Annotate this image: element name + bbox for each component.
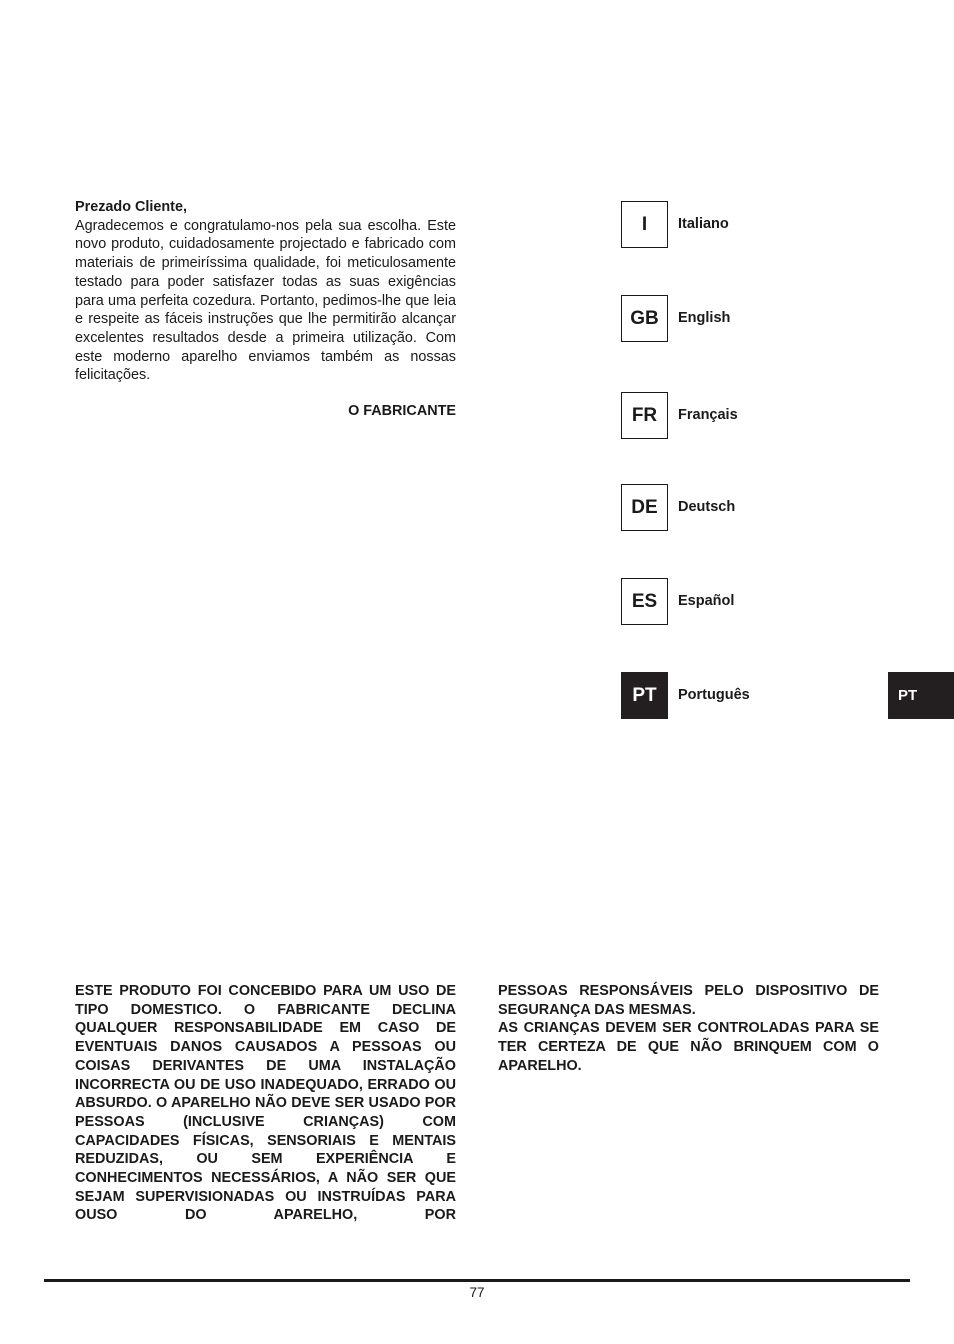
warning-paragraph: PESSOAS RESPONSÁVEIS PELO DISPOSITIVO DE SEGURANÇA DAS MESMAS. xyxy=(498,983,879,1018)
language-name: Español xyxy=(678,593,735,609)
language-name: English xyxy=(678,310,731,326)
language-name: Português xyxy=(678,687,750,703)
language-francais[interactable] xyxy=(621,392,941,439)
signature: O FABRICANTE xyxy=(348,403,456,420)
language-code-box: PT xyxy=(621,672,668,719)
warning-right-column xyxy=(498,982,879,1076)
warning-paragraph: AS CRIANÇAS DEVEM SER CONTROLADAS PARA SE TER CERTEZA DE QUE NÃO BRINQUEM COM O APARELHO. xyxy=(498,1020,879,1074)
language-italiano[interactable] xyxy=(621,201,941,248)
language-espanol[interactable] xyxy=(621,578,941,625)
language-code-box: GB xyxy=(621,295,668,342)
language-name: Italiano xyxy=(678,216,729,232)
language-deutsch[interactable] xyxy=(621,484,941,531)
section-tab-pt: PT xyxy=(888,672,954,719)
page-number: 77 xyxy=(469,1285,485,1300)
language-name: Deutsch xyxy=(678,499,736,515)
warning-left-column: ESTE PRODUTO FOI CONCEBIDO PARA UM USO DE TIPO DOMESTICO. O FABRICANTE DECLINA QUALQUER RESPONSABILIDADE EM CASO DE EVENTUAIS DANOS CAUSADOS A PESSOAS OU COISAS DERIVANTES DE UMA INSTALAÇÃO INCORRECTA OU DE USO INADEQUADO, ERRADO OU ABSURDO. O APARELHO NÃO DEVE SER USADO POR PESSOAS (INCLUSIVE CRIANÇAS) COM CAPACIDADES FÍSICAS, SENSORIAIS E MENTAIS REDUZIDAS, OU SEM EXPERIÊNCIA E CONHECIMENTOS NECESSÁRIOS, A NÃO SER QUE SEJAM SUPERVISIONADAS OU INSTRUÍDAS PARA OUSO DO APARELHO, POR xyxy=(75,983,456,1224)
footer-rule xyxy=(44,1279,910,1282)
language-code-box: FR xyxy=(621,392,668,439)
language-english[interactable] xyxy=(621,295,941,342)
language-code-box: DE xyxy=(621,484,668,531)
language-code-box: ES xyxy=(621,578,668,625)
intro-block xyxy=(75,198,456,421)
language-code-box: I xyxy=(621,201,668,248)
greeting: Prezado Cliente, xyxy=(75,199,187,215)
language-name: Français xyxy=(678,407,738,423)
intro-body: Agradecemos e congratulamo-nos pela sua escolha. Este novo produto, cuidadosamente projectado e fabricado com materiais de primeiríssima qualidade, foi meticulosamente testado para poder satisfazer todas as suas exigências para uma perfeita cozedura. Portanto, pedimos-lhe que leia e respeite as fáceis instruções que lhe permitirão alcançar excelentes resultados desde a primeira utilização. Com este moderno aparelho enviamos também as nossas felicitações. xyxy=(75,217,456,384)
